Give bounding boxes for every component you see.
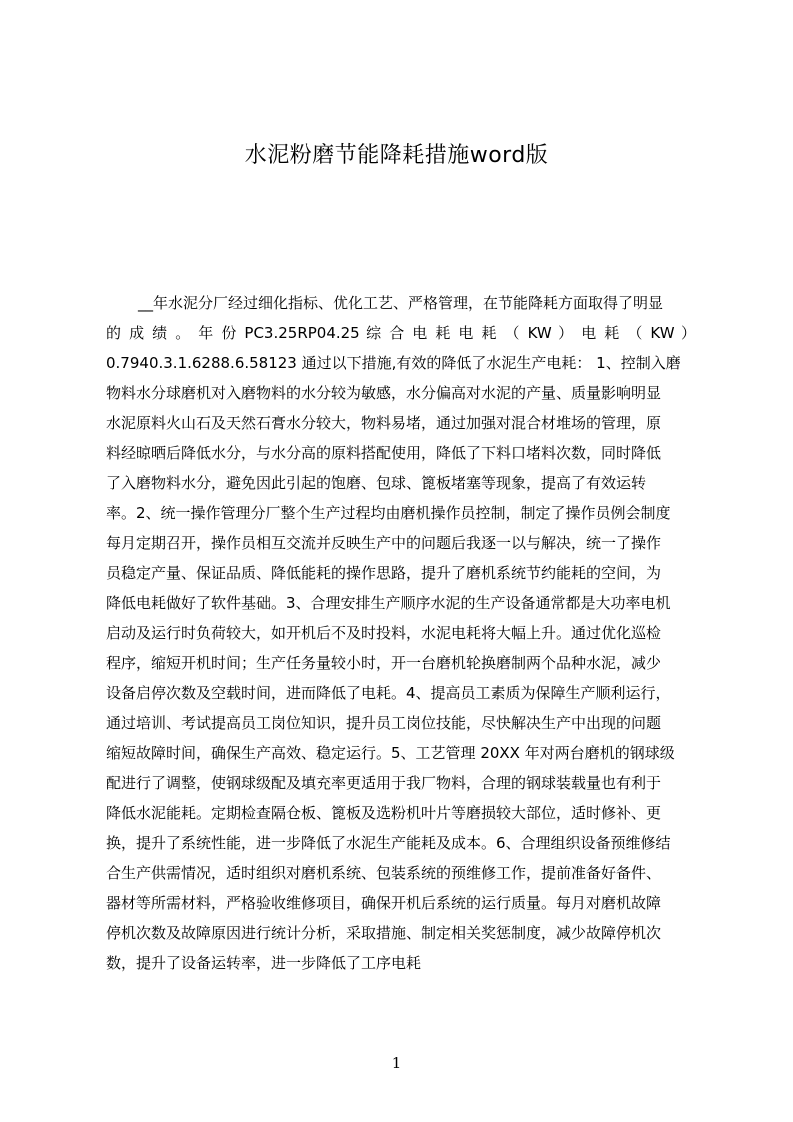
body-line: 缩短故障时间，确保生产高效、稳定运行。5、工艺管理 20XX 年对两台磨机的钢球级 [106,744,675,762]
body-line: 器材等所需材料，严格验收维修项目，确保开机后系统的运行质量。每月对磨机故障 [106,894,662,912]
body-line: 设备启停次数及空载时间，进而降低了电耗。4、提高员工素质为保障生产顺利运行， [106,684,671,702]
document-title: 水泥粉磨节能降耗措施word版 [244,143,549,168]
body-line: 降低电耗做好了软件基础。3、合理安排生产顺序水泥的生产设备通常都是大功率电机 [106,594,671,612]
body-line: __年水泥分厂经过细化指标、优化工艺、严格管理，在节能降耗方面取得了明显 [138,294,664,312]
body-line: 程序，缩短开机时间；生产任务量较小时，开一台磨机轮换磨制两个品种水泥，减少 [106,654,662,672]
body-line: 0.7940.3.1.6288.6.58123 通过以下措施,有效的降低了水泥生产电耗： 1、控制入磨 [106,354,681,372]
body-text [106,288,696,978]
body-line: 换，提升了系统性能，进一步降低了水泥生产能耗及成本。6、合理组织设备预维修结 [106,834,671,852]
body-line: 配进行了调整，使钢球级配及填充率更适用于我厂物料，合理的钢球装载量也有利于 [106,774,662,792]
body-line: 料经晾晒后降低水分，与水分高的原料搭配使用，降低了下料口堵料次数，同时降低 [106,444,662,462]
body-line: 停机次数及故障原因进行统计分析，采取措施、制定相关奖惩制度，减少故障停机次 [106,924,662,942]
body-line: 启动及运行时负荷较大，如开机后不及时投料，水泥电耗将大幅上升。通过优化巡检 [106,624,662,642]
body-line: 了入磨物料水分，避免因此引起的饱磨、包球、篦板堵塞等现象，提高了有效运转 [106,474,647,492]
body-line: 的 成 绩 。 年 份 PC3.25RP04.25 综 合 电 耗 电 耗 （ KW ） 电 耗 （ KW ） [106,324,696,342]
body-line: 每月定期召开，操作员相互交流并反映生产中的问题后我逐一以与解决，统一了操作 [106,534,662,552]
body-line: 率。2、统一操作管理分厂整个生产过程均由磨机操作员控制，制定了操作员例会制度 [106,504,671,522]
body-line: 水泥原料火山石及天然石膏水分较大，物料易堵，通过加强对混合材堆场的管理，原 [106,414,662,432]
body-line: 数，提升了设备运转率，进一步降低了工序电耗 [106,954,422,972]
page-number: 1 [391,1054,402,1072]
body-line: 通过培训、考试提高员工岗位知识，提升员工岗位技能，尽快解决生产中出现的问题 [106,714,662,732]
body-line: 物料水分球磨机对入磨物料的水分较为敏感，水分偏高对水泥的产量、质量影响明显 [106,384,662,402]
body-line: 员稳定产量、保证品质、降低能耗的操作思路，提升了磨机系统节约能耗的空间，为 [106,564,662,582]
body-line: 降低水泥能耗。定期检查隔仓板、篦板及选粉机叶片等磨损较大部位，适时修补、更 [106,804,662,822]
body-line: 合生产供需情况，适时组织对磨机系统、包装系统的预维修工作，提前准备好备件、 [106,864,662,882]
